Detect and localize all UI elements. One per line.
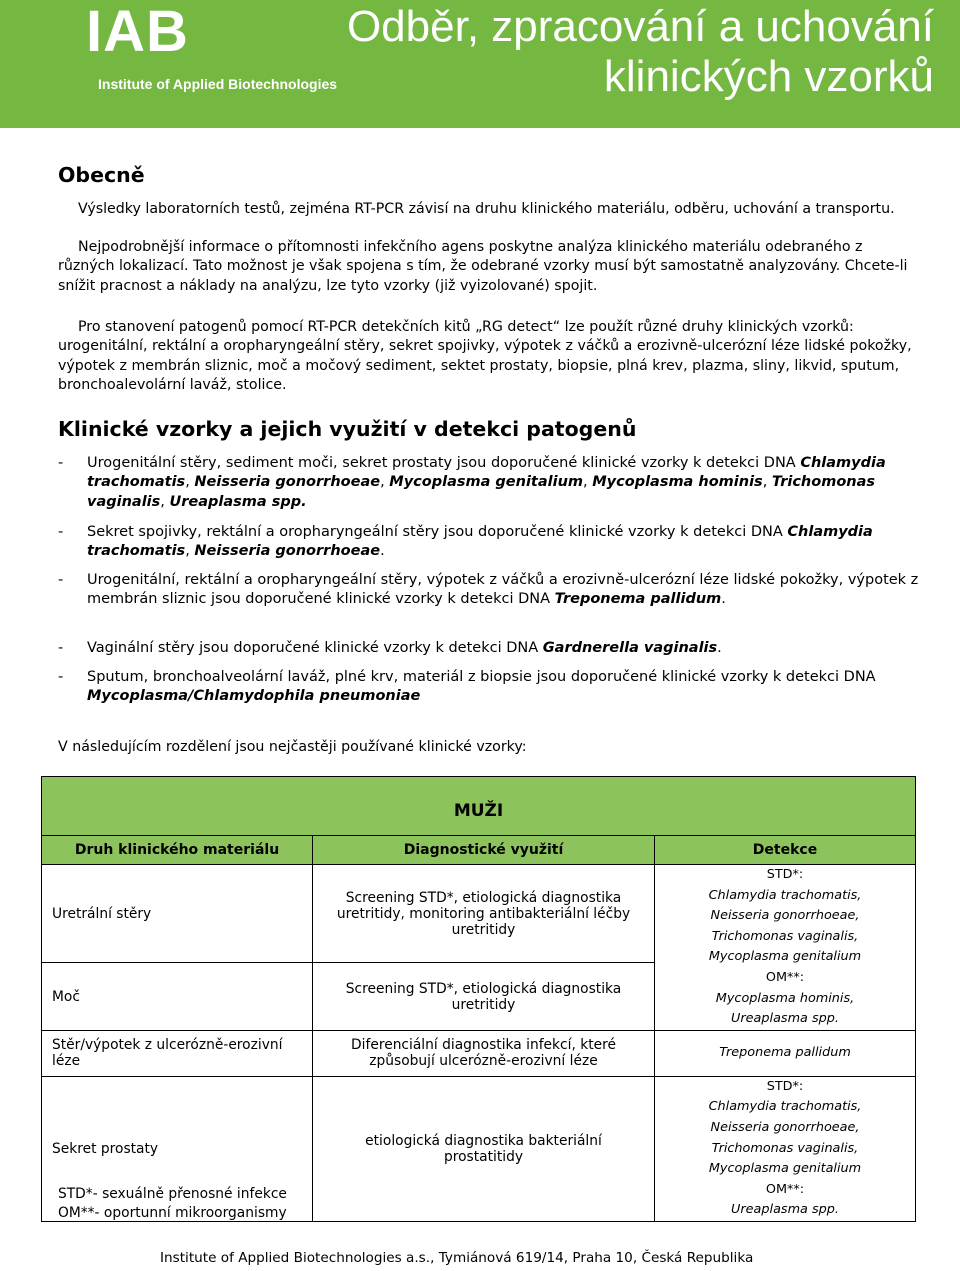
list-dash: - — [58, 455, 64, 471]
detection-cell: Treponema pallidum — [719, 1044, 851, 1060]
use-cell: Screening STD*, etiologická diagnostika uretritidy — [313, 963, 655, 1030]
list-item: - Vaginální stěry jsou doporučené klinické vzorky k detekci DNA Gardnerella vaginalis. — [58, 639, 920, 658]
list-dash: - — [58, 669, 64, 685]
header-band — [0, 0, 960, 128]
list-dash: - — [58, 640, 64, 656]
use-cell: etiologická diagnostika bakteriální prostatitidy — [313, 1076, 655, 1221]
list-item: - Sputum, bronchoalveolární laváž, plné krv, materiál z biopsie jsou doporučené klinické vzorky k detekci DNA Mycoplasma/Chlamydophila pneumoniae — [58, 669, 876, 705]
material-cell: Uretrální stěry — [42, 865, 313, 963]
use-cell: Diferenciální diagnostika infekcí, které způsobují ulcerózně-erozivní léze — [313, 1030, 655, 1076]
paragraph-2: Nejpodrobnější informace o přítomnosti infekčního agens poskytne analýza klinického materiálu odebraného z různých lokalizací. Tato možnost je však spojena s tím, že odebrané vzorky musí být samostatně analyzovány. Chcete-li snížit pracnost a náklady na analýzu, lze tyto vzorky (již vyizolované) spojit. — [58, 239, 908, 294]
table-row — [42, 865, 916, 963]
material-cell: Moč — [42, 963, 313, 1030]
samples-table — [41, 776, 916, 1222]
logo-text: IAB — [86, 0, 189, 64]
footer-address: Institute of Applied Biotechnologies a.s., Tymiánová 619/14, Praha 10, Česká Republika — [160, 1250, 754, 1266]
list-item: - Urogenitální stěry, sediment moči, sekret prostaty jsou doporučené klinické vzorky k detekci DNA Chlamydia trachomatis, Neisseria gonorrhoeae, Mycoplasma genitalium, Mycoplasma hominis, Trichomonas vaginalis, Ureaplasma spp. — [58, 455, 886, 510]
table-row — [42, 1030, 916, 1076]
column-header: Diagnostické využití — [313, 836, 655, 865]
table-legend — [58, 1185, 287, 1222]
logo-subtitle: Institute of Applied Biotechnologies — [98, 76, 338, 92]
column-header: Detekce — [655, 836, 916, 865]
use-cell: Screening STD*, etiologická diagnostika uretritidy, monitoring antibakteriální léčby uretritidy — [313, 865, 655, 963]
list-dash: - — [58, 524, 64, 540]
heading-obecne: Obecně — [58, 163, 145, 187]
paragraph-1: Výsledky laboratorních testů, zejména RT-PCR závisí na druhu klinického materiálu, odběru, uchování a transportu. — [78, 201, 895, 217]
page-title: Odběr, zpracování a uchování klinických vzorků — [346, 2, 934, 101]
list-item: - Sekret spojivky, rektální a oropharyngeální stěry jsou doporučené klinické vzorky k detekci DNA Chlamydia trachomatis, Neisseria gonorrhoeae. — [58, 524, 873, 560]
list-dash: - — [58, 572, 64, 588]
detection-cell: STD*: Chlamydia trachomatis, Neisseria gonorrhoeae, Trichomonas vaginalis, Mycoplasma genitalium OM**: Ureaplasma spp. — [655, 1076, 916, 1221]
material-cell: Sekret prostaty — [42, 1076, 313, 1221]
column-header: Druh klinického materiálu — [42, 836, 313, 865]
legend-std: STD*- sexuálně přenosné infekce — [58, 1186, 287, 1202]
material-cell: Stěr/výpotek z ulcerózně-erozivní léze — [42, 1030, 313, 1076]
legend-om: OM**- oportunní mikroorganismy — [58, 1204, 287, 1221]
paragraph-3: Pro stanovení patogenů pomocí RT-PCR detekčních kitů „RG detect“ lze použít různé druhy klinických vzorků: urogenitální, rektální a oropharyngeální stěry, sekret spojivky, výpotek z váčků a erozivně-ulcerózní léze lidské pokožky, výpotek z membrán sliznic, moč a močový sediment, sektet prostaty, biopsie, plná krev, plazma, sliny, likvid, sputum, bronchoalevolární laváž, stolice. — [58, 319, 912, 393]
heading-klinicke-vzorky: Klinické vzorky a jejich využití v detekci patogenů — [58, 417, 637, 441]
list-item: - Urogenitální, rektální a oropharyngeální stěry, výpotek z váčků a erozivně-ulcerózní léze lidské pokožky, výpotek z membrán sliznic jsou doporučené klinické vzorky k detekci DNA Treponema pallidum. — [58, 572, 919, 608]
table-intro: V následujícím rozdělení jsou nejčastěji používané klinické vzorky: — [58, 739, 527, 755]
table-title: MUŽI — [42, 777, 916, 836]
detection-cell: STD*: Chlamydia trachomatis, Neisseria gonorrhoeae, Trichomonas vaginalis, Mycoplasma genitalium OM**: Mycoplasma hominis, Ureaplasma spp. — [655, 865, 916, 1031]
